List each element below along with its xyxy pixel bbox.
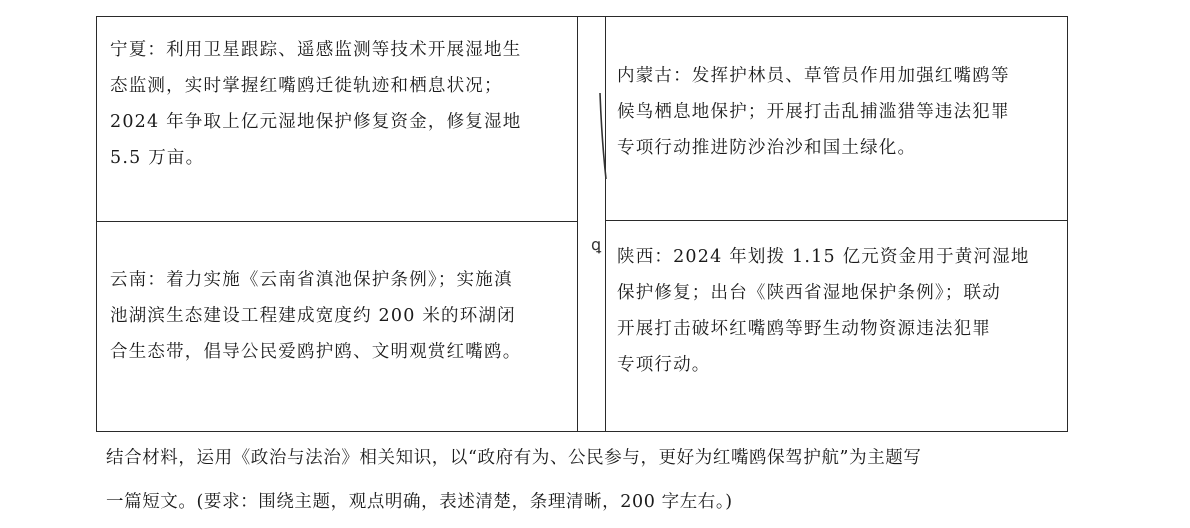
cell-shaanxi-line: 陕西：2024 年划拨 1.15 亿元资金用于黄河湿地 xyxy=(617,247,1030,267)
row-divider-left xyxy=(97,221,577,222)
cell-ningxia-line: 2024 年争取上亿元湿地保护修复资金，修复湿地 xyxy=(110,112,522,132)
content-table xyxy=(96,16,1068,432)
cell-shaanxi-line: 专项行动。 xyxy=(617,355,711,375)
cell-ningxia-line: 宁夏：利用卫星跟踪、遥感监测等技术开展湿地生 xyxy=(110,40,522,60)
cell-ningxia xyxy=(110,32,521,176)
margin-mark-glyph: ꝗ xyxy=(591,235,602,254)
cell-neimenggu-line: 内蒙古：发挥护林员、草管员作用加强红嘴鸥等 xyxy=(617,66,1010,86)
cell-neimenggu-line: 候鸟栖息地保护；开展打击乱捕滥猎等违法犯罪 xyxy=(617,102,1010,122)
cell-shaanxi-line: 保护修复；出台《陕西省湿地保护条例》；联动 xyxy=(617,283,1001,303)
question-line: 结合材料，运用《政治与法治》相关知识，以“政府有为、公民参与，更好为红嘴鸥保驾护航”为主题写 xyxy=(106,448,922,468)
cell-yunnan-line: 合生态带，倡导公民爱鸥护鸥、文明观赏红嘴鸥。 xyxy=(110,342,522,362)
cell-yunnan-line: 池湖滨生态建设工程建成宽度约 200 米的环湖闭 xyxy=(110,306,516,326)
cell-ningxia-line: 态监测，实时掌握红嘴鸥迁徙轨迹和栖息状况； xyxy=(110,76,503,96)
column-divider-left xyxy=(577,17,578,431)
cell-yunnan xyxy=(110,262,521,370)
cell-neimenggu xyxy=(617,58,1010,166)
cell-yunnan-line: 云南：着力实施《云南省滇池保护条例》；实施滇 xyxy=(110,270,513,290)
cell-ningxia-line: 5.5 万亩。 xyxy=(110,148,205,168)
question-line: 一篇短文。(要求：围绕主题，观点明确，表述清楚，条理清晰，200 字左右。) xyxy=(106,492,733,512)
cell-shaanxi-line: 开展打击破坏红嘴鸥等野生动物资源违法犯罪 xyxy=(617,319,991,339)
cell-shaanxi xyxy=(617,239,1030,383)
pen-stroke-mark xyxy=(598,91,608,181)
row-divider-right xyxy=(605,220,1067,221)
cell-neimenggu-line: 专项行动推进防沙治沙和国土绿化。 xyxy=(617,138,917,158)
column-divider-right xyxy=(605,17,606,431)
